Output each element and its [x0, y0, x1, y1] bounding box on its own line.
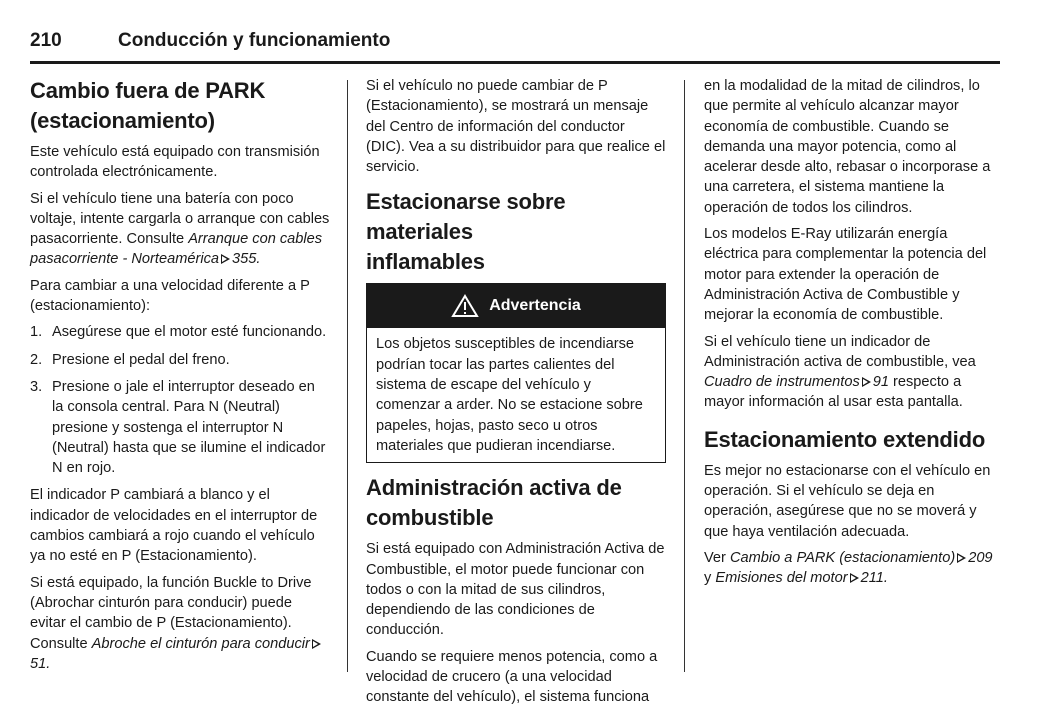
- paragraph: Para cambiar a una velocidad diferente a P (estacionamiento):: [30, 277, 310, 315]
- paragraph: Si el vehículo no puede cambiar de P (Estacionamiento), se mostrará un mensaje del Centro de información del conductor (DIC). Vea a su distribuidor para que realice el servicio.: [366, 78, 666, 176]
- paragraph: Si está equipado con Administración Activa de Combustible, el motor puede funcionar con todos o con la mitad de sus cilindros, dependiendo de las condiciones de conducción.: [366, 541, 665, 639]
- page-reference[interactable]: 211.: [860, 570, 888, 587]
- column-divider: [684, 80, 685, 672]
- warning-text: Los objetos susceptibles de incendiarse podrían tocar las partes calientes del sistema de escape del vehículo y comenzar a arder. No se estacione sobre papeles, hojas, pasto seco u otros materiales que pudieran incendiarse.: [376, 336, 643, 454]
- cross-reference-link[interactable]: Cambio a PARK (estacionamiento): [729, 549, 956, 566]
- heading-extended-parking: Estacionamiento extendido: [704, 426, 986, 452]
- page-ref-arrow-icon: [850, 573, 859, 583]
- warning-title: Advertencia: [489, 297, 581, 315]
- page-reference[interactable]: 209: [968, 549, 993, 566]
- column-2: [366, 76, 666, 714]
- page-number: 210: [30, 30, 62, 51]
- heading-flammable-materials: Estacionarse sobre materiales inflamables: [366, 189, 566, 275]
- paragraph: Ver Cambio a PARK (estacionamiento) 209 y Emisiones del motor 211.: [704, 549, 993, 587]
- cross-reference-link[interactable]: Cuadro de instrumentos: [704, 374, 860, 391]
- page-ref-arrow-icon: [221, 254, 230, 264]
- paragraph: El indicador P cambiará a blanco y el indicador de velocidades en el interruptor de cambios cambiará a rojo cuando el vehículo ya no esté en P (Estacionamiento).: [30, 487, 318, 565]
- column-3: [704, 76, 1004, 595]
- cross-reference-link[interactable]: Abroche el cinturón para conducir: [91, 635, 310, 652]
- column-1: [30, 76, 330, 680]
- warning-triangle-icon: [451, 294, 479, 318]
- list-item: 1. Asegúrese que el motor esté funcionando.: [30, 324, 327, 341]
- paragraph: Cuando se requiere menos potencia, como a velocidad de crucero (a una velocidad constante del vehículo), el sistema funciona: [366, 648, 658, 706]
- section-title: Conducción y funcionamiento: [118, 30, 391, 51]
- page-ref-arrow-icon: [957, 553, 966, 563]
- heading-active-fuel-management: Administración activa de combustible: [366, 475, 622, 531]
- page-reference[interactable]: 51.: [30, 655, 51, 672]
- page-ref-arrow-icon: [312, 639, 321, 649]
- page-reference[interactable]: 91: [872, 374, 889, 391]
- list-item: 3. Presione o jale el interruptor deseado en la consola central. Para N (Neutral) presione y sostenga el interruptor N (Neutral) hasta que se ilumine el indicador N en rojo.: [30, 378, 326, 477]
- header-rule: [30, 61, 1000, 64]
- column-divider: [347, 80, 348, 672]
- page-reference[interactable]: 355.: [232, 251, 261, 268]
- steps-list: [30, 322, 330, 478]
- paragraph: Es mejor no estacionarse con el vehículo en operación. Si el vehículo se deja en operación, asegúrese que no se moverá y que haya ventilación adecuada.: [704, 462, 991, 540]
- warning-header: [367, 284, 665, 328]
- paragraph: Los modelos E-Ray utilizarán energía eléctrica para complementar la potencia del motor para extender la operación de Administración Activa de Combustible y mejorar la economía de combustible.: [704, 226, 987, 324]
- page-ref-arrow-icon: [862, 377, 871, 387]
- page-header: [30, 30, 1000, 60]
- list-item: 2. Presione el pedal del freno.: [30, 351, 230, 368]
- cross-reference-link[interactable]: Arranque con cables pasacorriente - Norteamérica: [30, 231, 323, 268]
- paragraph: Si el vehículo tiene un indicador de Administración activa de combustible, vea Cuadro de instrumentos 91 respecto a mayor información al usar esta pantalla.: [704, 333, 976, 411]
- warning-box: [366, 283, 666, 463]
- paragraph: en la modalidad de la mitad de cilindros, lo que permite al vehículo alcanzar mayor economía de combustible. Cuando se demanda una mayor potencia, como al acelerar desde alto, rebasar o incorporase a una carretera, el sistema mantiene la operación de todos los cilindros.: [704, 78, 991, 216]
- heading-shift-out-of-park: Cambio fuera de PARK (estacionamiento): [30, 78, 266, 133]
- paragraph: Si está equipado, la función Buckle to Drive (Abrochar cinturón para conducir) puede evitar el cambio de P (Estacionamiento). Consulte Abroche el cinturón para conducir51.: [30, 573, 330, 674]
- cross-reference-link[interactable]: Emisiones del motor: [715, 570, 848, 587]
- paragraph: Este vehículo está equipado con transmisión controlada electrónicamente.: [30, 144, 320, 181]
- paragraph: Si el vehículo tiene una batería con poco voltaje, intente cargarla o arranque con cables pasacorriente. Consulte Arranque con cables pasacorriente - Norteamérica 355.: [30, 190, 330, 268]
